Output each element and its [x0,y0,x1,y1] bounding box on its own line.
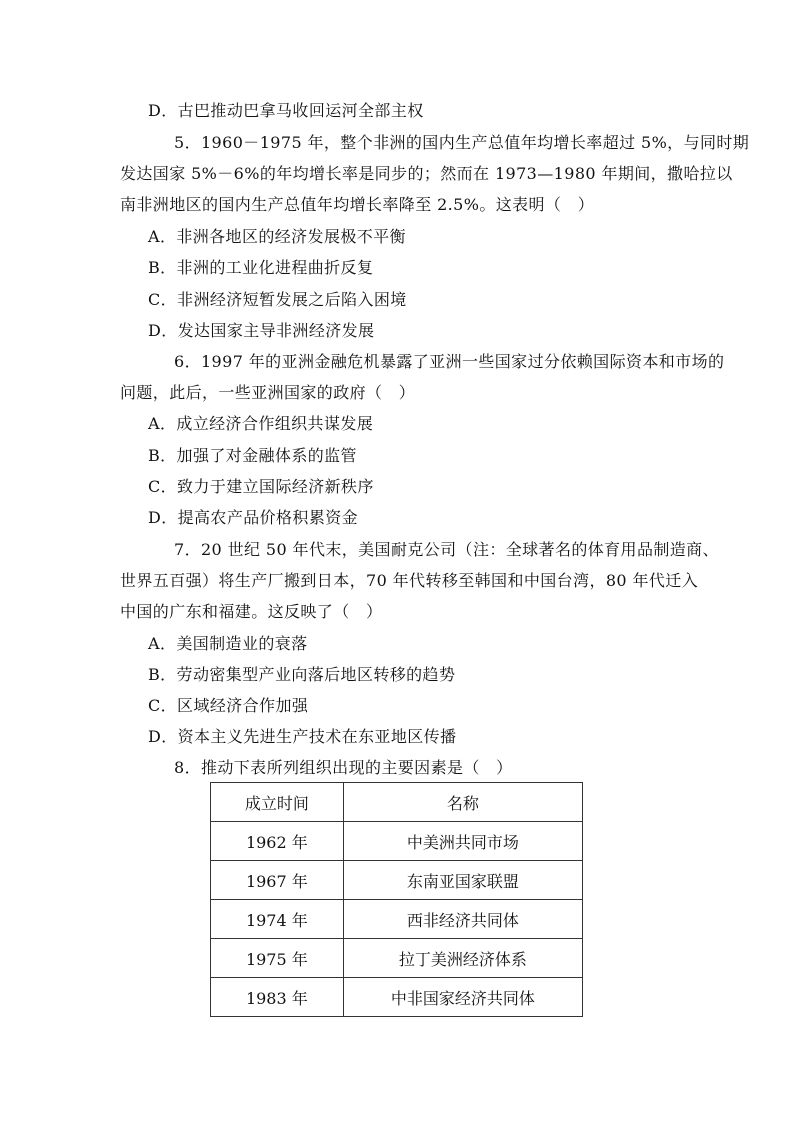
table-header-row [211,783,583,822]
table-cell-name: 中非国家经济共同体 [343,978,582,1017]
q6-option-d: D．提高农产品价格积累资金 [148,508,359,527]
q7-option-a: A．美国制造业的衰落 [148,634,308,653]
q6-stem-line-2: 问题，此后，一些亚洲国家的政府（ ） [120,383,416,402]
q5-option-d: D．发达国家主导非洲经济发展 [148,321,375,340]
organizations-table [210,782,583,1017]
q5-stem-line-2: 发达国家 5%－6%的年均增长率是同步的；然而在 1973—1980 年期间，撒哈拉以 [120,164,733,183]
table-row [211,939,583,978]
table-cell-name: 中美洲共同市场 [343,822,582,861]
table-row [211,822,583,861]
q5-stem-line-3: 南非洲地区的国内生产总值年均增长率降至 2.5%。这表明（ ） [120,195,595,214]
table-row [211,978,583,1017]
column-header-founded: 成立时间 [211,783,344,822]
table-cell-year: 1967 年 [211,861,344,900]
table-row [211,861,583,900]
q7-stem-line-1: 7．20 世纪 50 年代末，美国耐克公司（注：全球著名的体育用品制造商、 [174,540,719,559]
q6-stem-line-1: 6．1997 年的亚洲金融危机暴露了亚洲一些国家过分依赖国际资本和市场的 [174,352,725,371]
table-cell-year: 1974 年 [211,900,344,939]
q8-stem: 8．推动下表所列组织出现的主要因素是（ ） [174,758,513,777]
q7-option-c: C．区域经济合作加强 [148,696,309,715]
table-cell-year: 1962 年 [211,822,344,861]
q7-option-d: D．资本主义先进生产技术在东亚地区传播 [148,727,457,746]
table-cell-year: 1975 年 [211,939,344,978]
q4-option-d: D．古巴推动巴拿马收回运河全部主权 [148,101,424,120]
q6-option-c: C．致力于建立国际经济新秩序 [148,477,374,496]
q5-stem-line-1: 5．1960－1975 年，整个非洲的国内生产总值年均增长率超过 5%，与同时期 [174,133,750,152]
q6-option-a: A．成立经济合作组织共谋发展 [148,414,374,433]
q6-option-b: B．加强了对金融体系的监管 [148,446,357,465]
table-cell-name: 西非经济共同体 [343,900,582,939]
q5-option-c: C．非洲经济短暂发展之后陷入困境 [148,290,407,309]
table-cell-name: 拉丁美洲经济体系 [343,939,582,978]
q5-option-a: A．非洲各地区的经济发展极不平衡 [148,227,406,246]
q7-option-b: B．劳动密集型产业向落后地区转移的趋势 [148,665,456,684]
q7-stem-line-3: 中国的广东和福建。这反映了（ ） [120,602,383,621]
table-row [211,900,583,939]
table-cell-name: 东南亚国家联盟 [343,861,582,900]
table-cell-year: 1983 年 [211,978,344,1017]
q7-stem-line-2: 世界五百强）将生产厂搬到日本，70 年代转移至韩国和中国台湾，80 年代迁入 [120,571,699,590]
q5-option-b: B．非洲的工业化进程曲折反复 [148,258,374,277]
column-header-name: 名称 [343,783,582,822]
